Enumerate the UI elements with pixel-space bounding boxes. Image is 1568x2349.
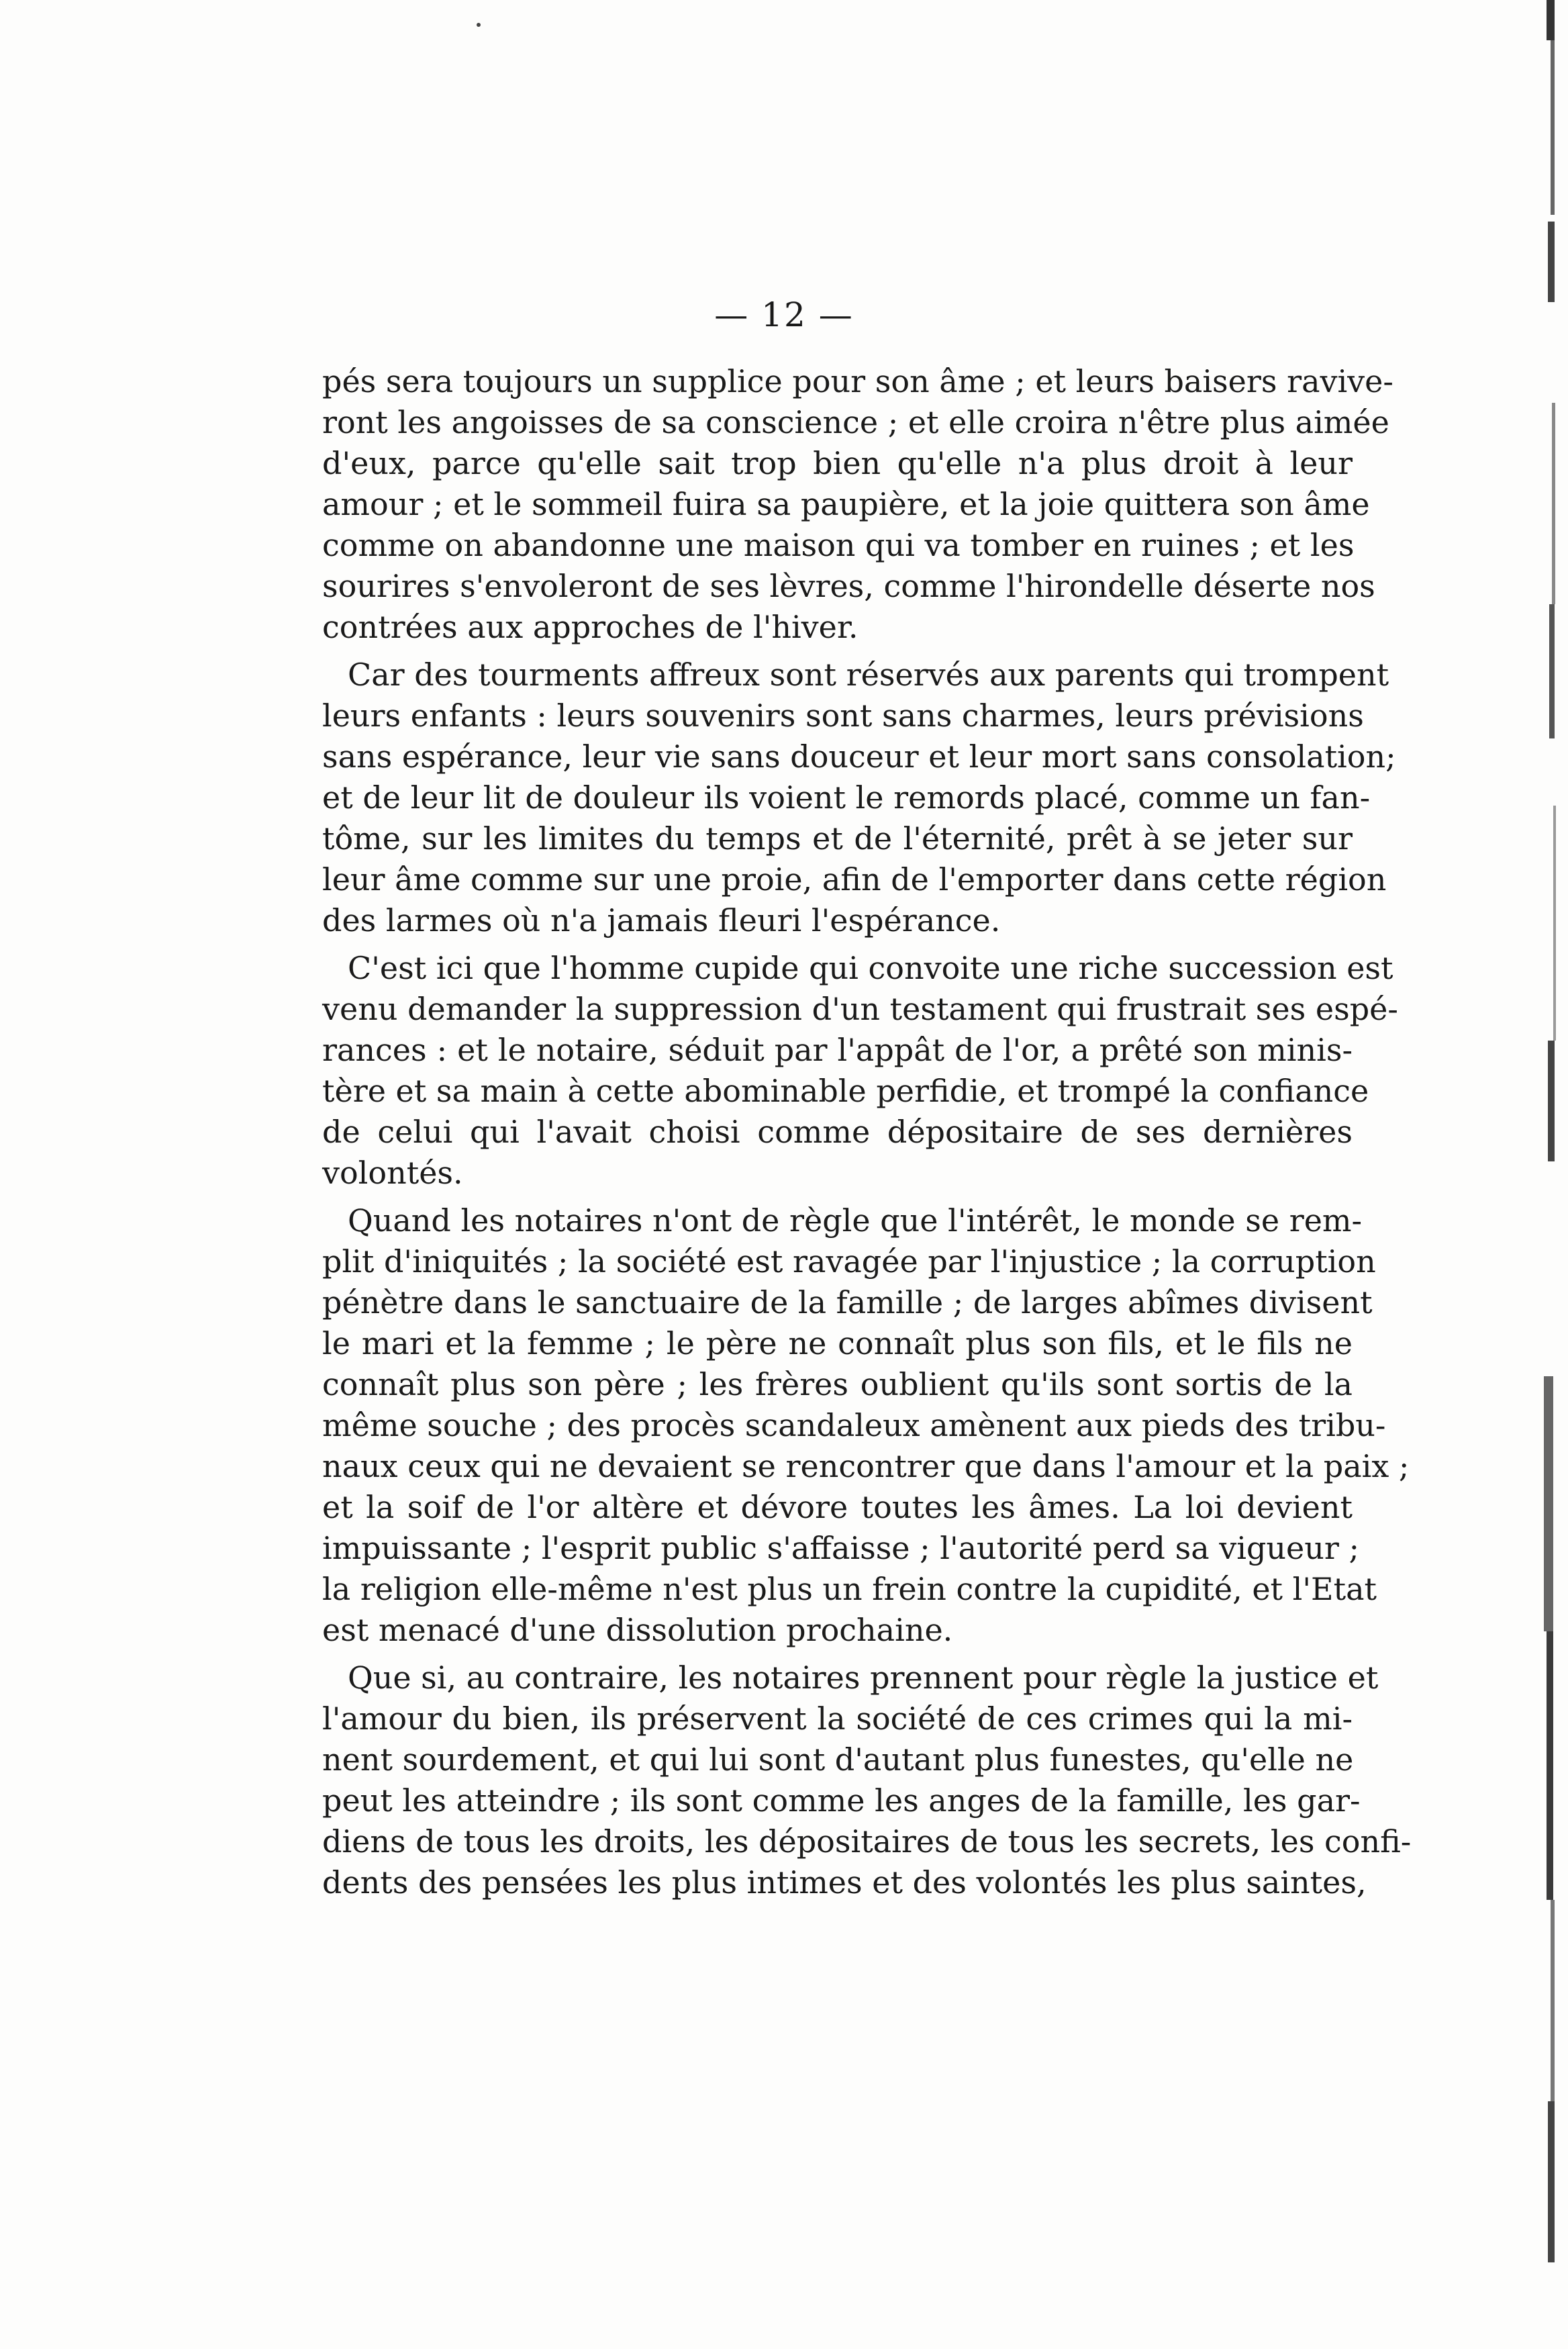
text-line: et de leur lit de douleur ils voient le remords placé, comme un fan-	[322, 779, 1371, 816]
text-line: sourires s'envoleront de ses lèvres, comme l'hirondelle déserte nos	[322, 568, 1375, 604]
text-line: leur âme comme sur une proie, afin de l'emporter dans cette région	[322, 861, 1387, 898]
text-line: dents des pensées les plus intimes et des volontés les plus saintes,	[322, 1864, 1367, 1901]
text-line: peut les atteindre ; ils sont comme les anges de la famille, les gar-	[322, 1782, 1361, 1819]
text-line: des larmes où n'a jamais fleuri l'espérance.	[322, 902, 1001, 939]
text-line: diens de tous les droits, les dépositaires de tous les secrets, les confi-	[322, 1823, 1412, 1860]
page-number: — 12 —	[714, 295, 854, 334]
text-line: Quand les notaires n'ont de règle que l'intérêt, le monde se rem-	[348, 1202, 1363, 1239]
text-line: volontés.	[322, 1155, 463, 1191]
scan-streak	[1549, 604, 1555, 738]
paragraph-gap	[322, 648, 1353, 655]
text-line: C'est ici que l'homme cupide qui convoite une riche succession est	[348, 950, 1393, 986]
text-line: sans espérance, leur vie sans douceur et leur mort sans consolation;	[322, 738, 1396, 775]
text-line: tôme, sur les limites du temps et de l'éternité, prêt à se jeter sur	[322, 820, 1353, 857]
scan-streak	[1551, 40, 1555, 215]
text-line: venu demander la suppression d'un testament qui frustrait ses espé-	[322, 991, 1398, 1027]
text-line: leurs enfants : leurs souvenirs sont sans charmes, leurs prévisions	[322, 698, 1364, 734]
text-line: naux ceux qui ne devaient se rencontrer que dans l'amour et la paix ;	[322, 1448, 1410, 1484]
text-line: même souche ; des procès scandaleux amènent aux pieds des tribu-	[322, 1407, 1386, 1443]
ink-speck	[477, 23, 481, 27]
scan-streak	[1553, 806, 1556, 1041]
text-line: plit d'iniquités ; la société est ravagée par l'injustice ; la corruption	[322, 1243, 1376, 1280]
paragraph	[322, 1658, 1412, 1903]
paragraph	[322, 1200, 1410, 1651]
scan-streak	[1551, 1900, 1555, 2101]
text-line: d'eux, parce qu'elle sait trop bien qu'elle n'a plus droit à leur	[322, 445, 1353, 481]
text-line: de celui qui l'avait choisi comme dépositaire de ses dernières	[322, 1114, 1353, 1150]
text-line: pés sera toujours un supplice pour son âme ; et leurs baisers ravive-	[322, 363, 1393, 399]
text-line: et la soif de l'or altère et dévore toutes les âmes. La loi devient	[322, 1489, 1353, 1525]
scan-streak	[1552, 403, 1555, 604]
scan-streak	[1548, 222, 1555, 302]
paragraph	[322, 361, 1393, 648]
text-line: amour ; et le sommeil fuira sa paupière, et la joie quittera son âme	[322, 486, 1370, 522]
text-line: connaît plus son père ; les frères oublient qu'ils sont sortis de la	[322, 1366, 1353, 1402]
text-line: contrées aux approches de l'hiver.	[322, 609, 859, 645]
text-line: l'amour du bien, ils préservent la société de ces crimes qui la mi-	[322, 1700, 1353, 1737]
text-line: tère et sa main à cette abominable perfidie, et trompé la confiance	[322, 1073, 1369, 1109]
body-text	[322, 361, 1412, 1903]
scan-streak	[1548, 2101, 1555, 2262]
text-line: le mari et la femme ; le père ne connaît plus son fils, et le fils ne	[322, 1325, 1353, 1361]
text-line: la religion elle-même n'est plus un frein contre la cupidité, et l'Etat	[322, 1571, 1377, 1607]
scan-streak	[1547, 0, 1555, 40]
paragraph-gap	[322, 941, 1353, 948]
paragraph-gap	[322, 1194, 1353, 1200]
text-line: Car des tourments affreux sont réservés aux parents qui trompent	[348, 657, 1389, 693]
text-line: nent sourdement, et qui lui sont d'autant plus funestes, qu'elle ne	[322, 1741, 1354, 1778]
text-line: impuissante ; l'esprit public s'affaisse ; l'autorité perd sa vigueur ;	[322, 1530, 1359, 1566]
scan-streak	[1544, 1376, 1553, 1631]
scan-streak	[1547, 1631, 1553, 1900]
text-line: est menacé d'une dissolution prochaine.	[322, 1612, 953, 1648]
scan-streak	[1548, 1041, 1555, 1161]
text-line: Que si, au contraire, les notaires prennent pour règle la justice et	[348, 1660, 1379, 1696]
text-line: pénètre dans le sanctuaire de la famille ; de larges abîmes divisent	[322, 1284, 1373, 1321]
text-line: comme on abandonne une maison qui va tomber en ruines ; et les	[322, 527, 1355, 563]
paragraph	[322, 655, 1396, 941]
paragraph-gap	[322, 1651, 1353, 1658]
text-line: ront les angoisses de sa conscience ; et elle croira n'être plus aimée	[322, 404, 1389, 440]
scan-edge-artifact	[1494, 0, 1568, 2349]
paragraph	[322, 948, 1398, 1194]
text-line: rances : et le notaire, séduit par l'appât de l'or, a prêté son minis-	[322, 1032, 1353, 1068]
